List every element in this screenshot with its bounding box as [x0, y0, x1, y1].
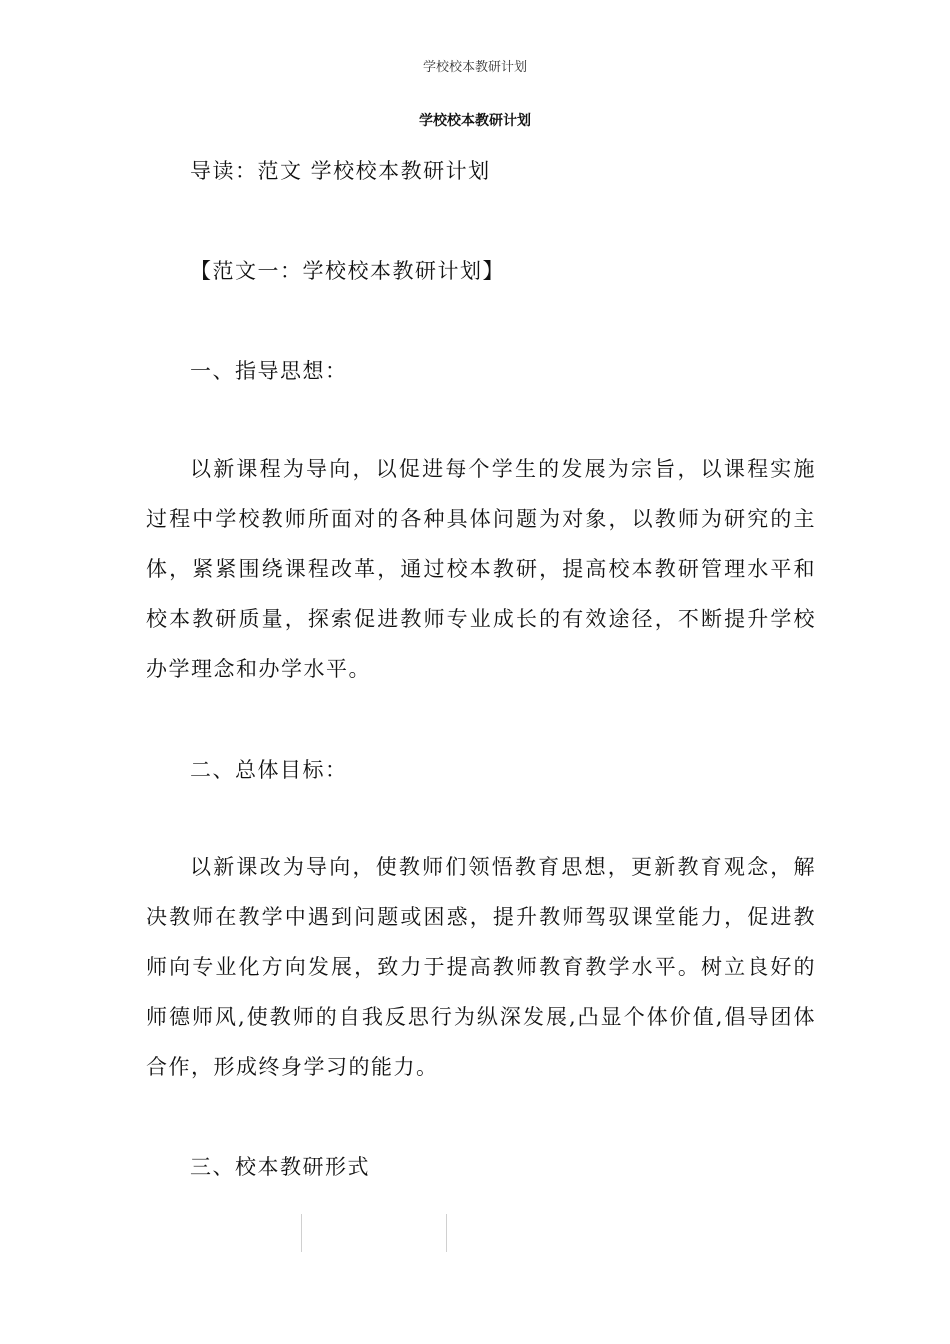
- page-header: 学校校本教研计划: [422, 60, 527, 75]
- section-body-overall-goal: 以新课改为导向，使教师们领悟教育思想，更新教育观念，解决教师在教学中遇到问题或困惑，提升教师驾驭课堂能力，促进教师向专业化方向发展，致力于提高教师教育教学水平。树立良好的师德师风,使教师的自我反思行为纵深发展,凸显个体价值,倡导团体合作，形成终身学习的能力。: [146, 855, 816, 1079]
- section-heading-research-form: 三、校本教研形式: [190, 1155, 370, 1179]
- table-right-border: [446, 1214, 447, 1252]
- section-body-guiding-thought: 以新课程为导向，以促进每个学生的发展为宗旨，以课程实施过程中学校教师所面对的各种具体问题为对象，以教师为研究的主体，紧紧围绕课程改革，通过校本教研，提高校本教研管理水平和校本教研质量，探索促进教师专业成长的有效途径，不断提升学校办学理念和办学水平。: [146, 457, 816, 681]
- section-heading-overall-goal: 二、总体目标：: [190, 758, 348, 782]
- section-heading-guiding-thought: 一、指导思想：: [190, 359, 348, 383]
- table-left-border: [301, 1214, 302, 1252]
- sample-heading: 【范文一：学校校本教研计划】: [190, 259, 505, 283]
- intro-line: 导读：范文 学校校本教研计划: [190, 159, 491, 183]
- document-title: 学校校本教研计划: [419, 113, 531, 129]
